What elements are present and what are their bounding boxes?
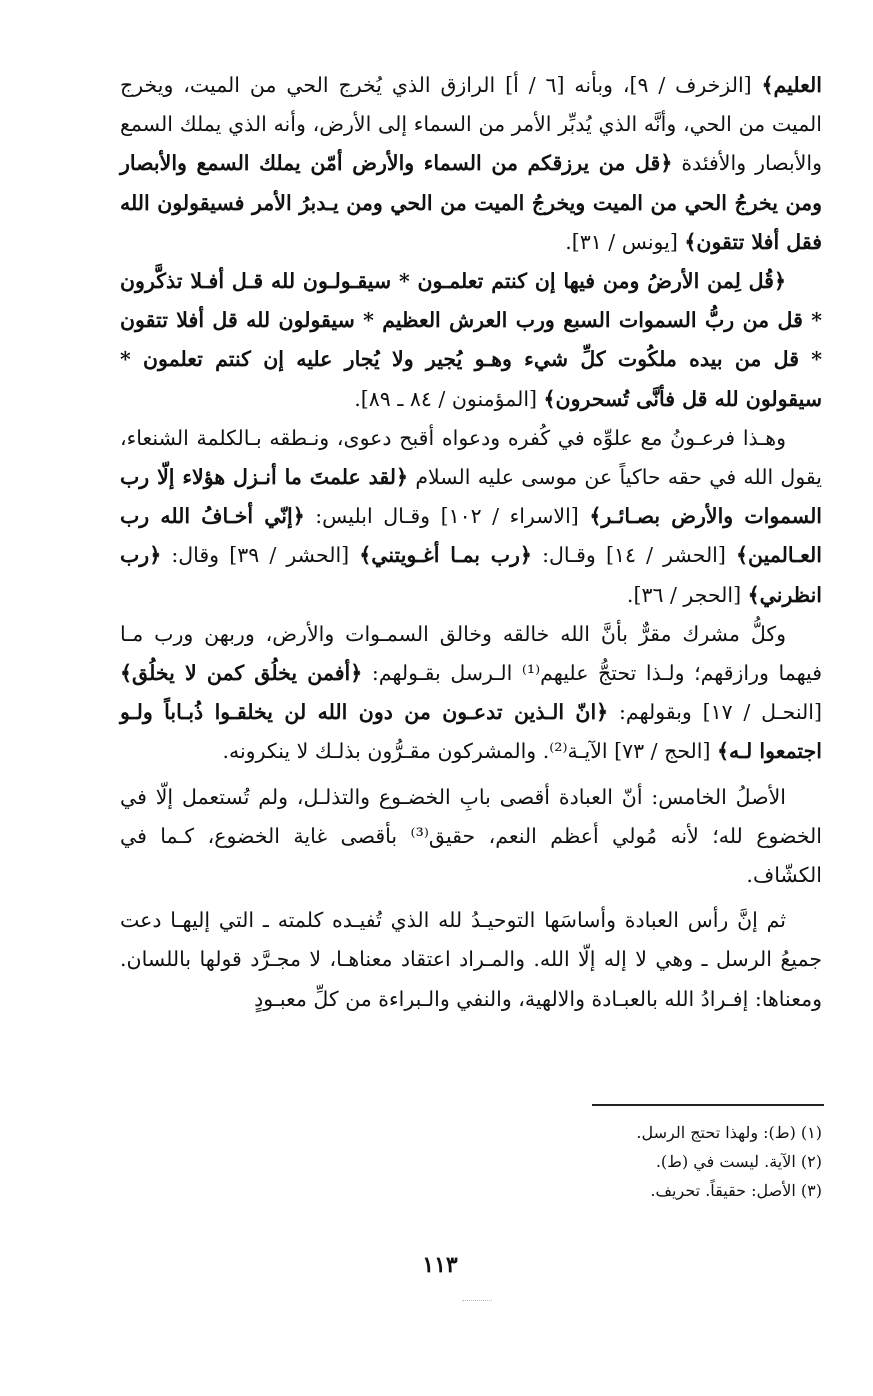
paragraph <box>120 419 822 615</box>
footnote-3: (٣) الأصل: حقيقاً. تحريف. <box>650 1181 822 1200</box>
footnote-2: (٢) الآية. ليست في (ط). <box>655 1152 822 1171</box>
body-text: ثم إنَّ رأس العبادة وأساسَها التوحيـدُ لله الذي تُفيـده كلمته ـ التي إليهـا دعت جميعُ الرسل ـ وهي لا إله إلّا الله. والمـراد اعتقاد معناهـا، لا مجـرَّد قولها باللسان. ومعناها: إفـرادُ الله بالعبـادة والالهية، والنفي والـبراءة من كلِّ معبـودٍ <box>120 908 822 1011</box>
paragraph <box>120 901 822 1019</box>
quran-verse: ﴿انّ الـذين تدعـون من دون الله لن يخلقـوا ذُبـاباً ولـو اجتمعوا لـه﴾ <box>120 700 822 764</box>
scan-speck <box>462 1300 492 1303</box>
quran-verse: ﴿قُل لِمن الأرضُ ومن فيها إن كنتم تعلمـون * سيقـولـون لله قـل أفـلا تذكَّرون * قل من ربُّ السموات السبع ورب العرش العظيم * سيقولون لله قل أفلا تتقون * قل من بيده ملكُوت كلِّ شيء وهـو يُجير ولا يُجار عليه إن كنتم تعلمون * سيقولون لله قل فأنَّى تُسحرون﴾ <box>120 269 822 411</box>
body-text: [الحشر / ٣٩] وقال: <box>161 543 360 568</box>
footnote-divider <box>592 1104 824 1106</box>
body-text: [الحج / ٧٣] الآيـة⁽²⁾. والمشركون مقـرُّون بذلـك لا ينكرونه. <box>222 739 718 764</box>
body-text: وكلُّ مشرك مقرٌّ بأنَّ الله خالقه وخالق السمـوات والأرض، وربهن ورب مـا فيهما ورازقهم؛ ولـذا تحتجُّ عليهم⁽¹⁾ الـرسل بقـولهم: <box>120 621 823 686</box>
quran-verse: ﴿قل من يرزقكم من السماء والأرض أمّن يملك السمع والأبصار ومن يخرجُ الحي من الميت ويخرجُ الميت من الحي ومن يـدبرُ الأمر فسيقولون الله فقل أفلا تتقون﴾ <box>120 151 822 254</box>
body-text: [الزخرف / ٩]، وبأنه [٦ / أ] الرازق الذي يُخرج الحي من الميت، ويخرج الميت من الحي، وأنَّه الذي يُدبِّر الأمر من السماء إلى الأرض، وأنه الذي يملك السمع والأبصار والأفئدة <box>120 73 822 176</box>
body-text: [الاسراء / ١٠٢] وقـال ابليس: <box>304 504 590 529</box>
body-text: [الحجر / ٣٦]. <box>626 582 748 607</box>
footnotes <box>400 1118 822 1205</box>
quran-verse: ﴿إنّي أخـافُ الله رب العـالمين﴾ <box>120 504 822 568</box>
quran-verse: ﴿أفمن يخلُق كمن لا يخلُق﴾ <box>120 661 363 686</box>
page-number: ١١٣ <box>422 1252 458 1278</box>
quran-verse: العليم﴾ <box>761 73 822 97</box>
footnote-1: (١) (ط): ولهذا تحتج الرسل. <box>636 1123 822 1142</box>
quran-verse: ﴿رب بمـا أغـويتني﴾ <box>359 543 532 568</box>
body-text: [الحشر / ١٤] وقـال: <box>531 543 736 568</box>
quran-verse: ﴿لقد علمتَ ما أنـزل هؤلاء إلّا رب السموات والأرض بصـائـر﴾ <box>120 465 823 529</box>
main-text <box>120 66 822 1019</box>
paragraph <box>120 778 822 896</box>
quran-verse: ﴿رب انظرني﴾ <box>120 543 822 607</box>
body-text: [النحـل / ١٧] وبقولهم: <box>608 700 822 725</box>
body-text: [يونس / ٣١]. <box>565 229 685 254</box>
body-text: [المؤمنون / ٨٤ ـ ٨٩]. <box>354 386 544 411</box>
paragraph <box>120 615 822 772</box>
body-text: وهـذا فرعـونُ مع علوِّه في كُفره ودعواه أقبح دعوى، ونـطقه بـالكلمة الشنعاء، يقول الله في حقه حاكياً عن موسى عليه السلام <box>120 425 822 490</box>
body-text: الأصلُ الخامس: أنّ العبادة أقصى بابِ الخضـوع والتذلـل، ولم تُستعمل إلّا في الخضوع لله؛ لأنه مُولي أعظم النعم، حقيق⁽³⁾ بأقصى غاية الخضوع، كـما في الكشّاف. <box>120 784 822 888</box>
paragraph <box>120 66 822 262</box>
paragraph <box>120 262 822 419</box>
